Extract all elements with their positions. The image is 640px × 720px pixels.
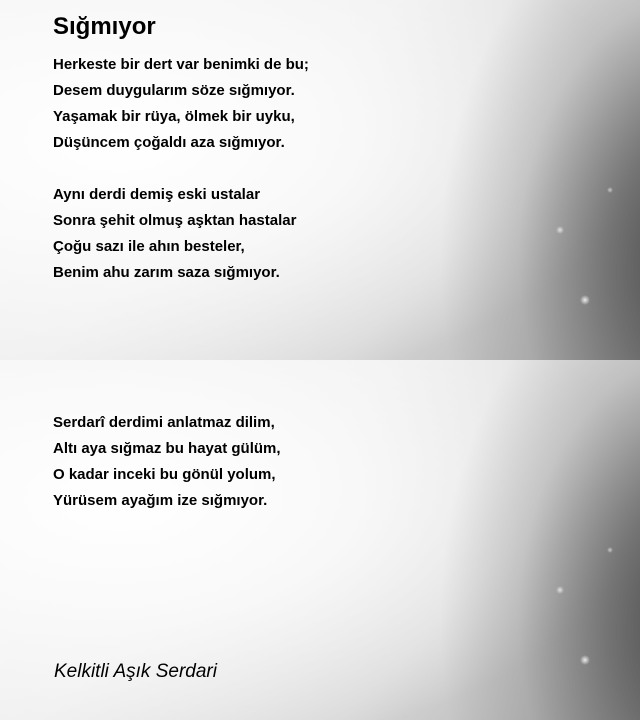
poem-line: Sonra şehit olmuş aşktan hastalar — [53, 212, 297, 229]
poem-line: Aynı derdi demiş eski ustalar — [53, 186, 261, 203]
stanza-2 — [53, 182, 296, 286]
poem-line: Altı aya sığmaz bu hayat gülüm, — [53, 440, 281, 457]
poem-author: Kelkitli Aşık Serdari — [54, 661, 217, 682]
poem-line: Serdarî derdimi anlatmaz dilim, — [53, 414, 275, 431]
poem-line: O kadar inceki bu gönül yolum, — [53, 466, 276, 483]
poem-line: Benim ahu zarım saza sığmıyor. — [53, 264, 280, 281]
poem-line: Yaşamak bir rüya, ölmek bir uyku, — [53, 108, 295, 125]
stanza-1 — [53, 52, 309, 156]
poem-title: Sığmıyor — [53, 13, 156, 40]
poem-line: Herkeste bir dert var benimki de bu; — [53, 56, 309, 73]
poem-panel-bottom — [0, 360, 640, 720]
poem-line: Düşüncem çoğaldı aza sığmıyor. — [53, 134, 285, 151]
poem-line: Desem duygularım söze sığmıyor. — [53, 82, 295, 99]
poem-line: Yürüsem ayağım ize sığmıyor. — [53, 492, 268, 509]
poem-line: Çoğu sazı ile ahın besteler, — [53, 238, 245, 255]
stanza-3 — [53, 410, 281, 514]
